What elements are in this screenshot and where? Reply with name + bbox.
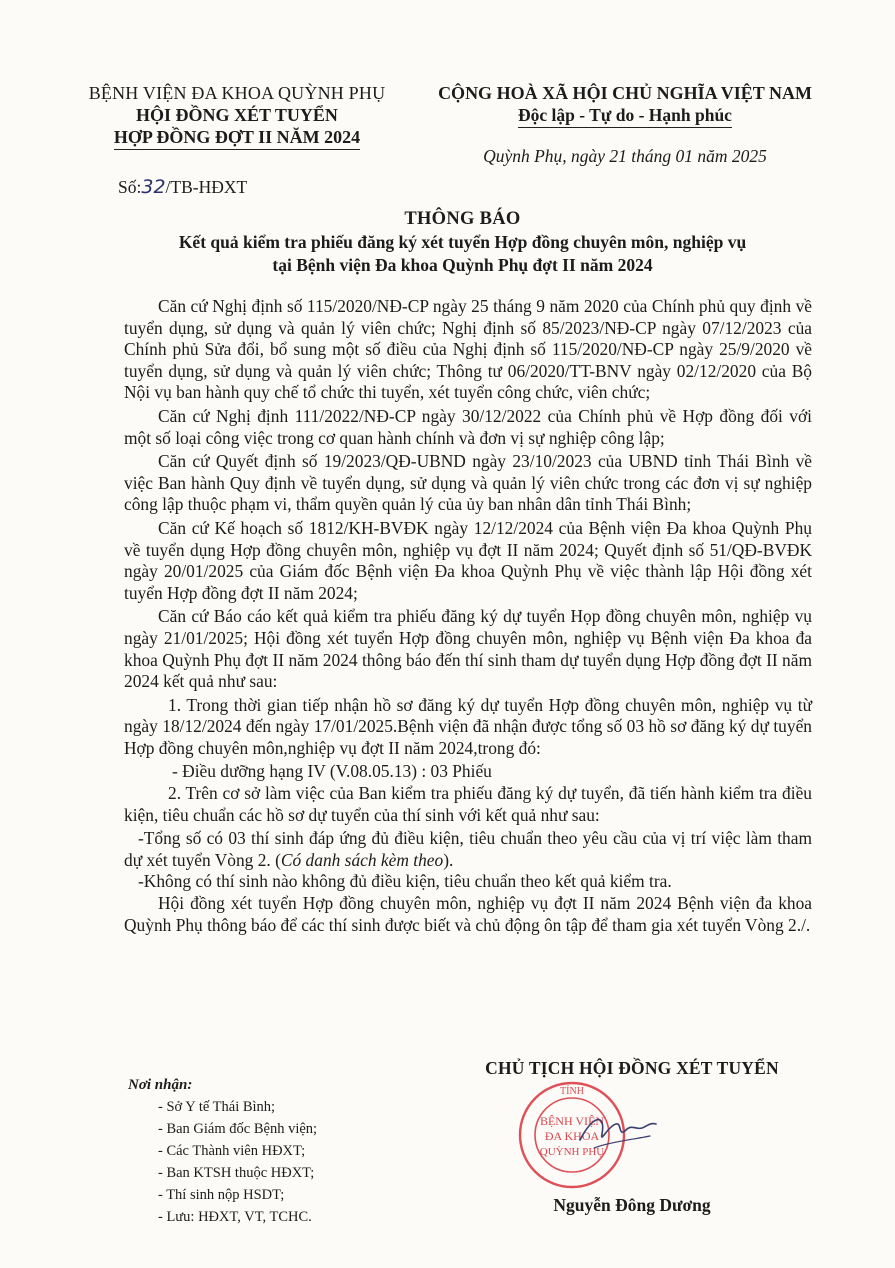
recipients-block xyxy=(128,1074,448,1228)
legal-basis-1: Căn cứ Nghị định số 115/2020/NĐ-CP ngày 25 tháng 9 năm 2020 của Chính phủ quy định về tuyển dụng, sử dụng và quản lý viên chức; Nghị định số 85/2023/NĐ-CP ngày 07/12/2023 của Chính phủ Sửa đổi, bổ sung một số điều của Nghị định số 115/2020/NĐ-CP ngày 25/9/2020 về tuyển dụng, sử dụng và quản lý viên chức; Thông tư 06/2020/TT-BNV ngày 02/12/2020 của Bộ Nội vụ ban hành quy chế tổ chức thi tuyển, xét tuyển công chức, viên chức; xyxy=(124,296,812,403)
recipient-item: - Sở Y tế Thái Bình; xyxy=(158,1099,276,1115)
eligible-text-end: ). xyxy=(443,849,454,870)
closing-paragraph: Hội đồng xét tuyển Hợp đồng chuyên môn, nghiệp vụ đợt II năm 2024 Bệnh viện đa khoa Quỳnh Phụ thông báo để các thí sinh được biết và chủ động ôn tập để tham gia xét tuyển Vòng 2./. xyxy=(124,893,812,935)
issuer-header xyxy=(62,82,412,150)
document-number-suffix: /TB-HĐXT xyxy=(165,177,248,197)
issue-date: Quỳnh Phụ, ngày 21 tháng 01 năm 2025 xyxy=(483,146,767,166)
legal-basis-2: Căn cứ Nghị định 111/2022/NĐ-CP ngày 30/12/2022 của Chính phủ về Hợp đồng đối với một số loại công việc trong cơ quan hành chính và đơn vị sự nghiệp công lập; xyxy=(124,405,812,448)
document-title xyxy=(60,207,865,277)
recipient-item: - Lưu: HĐXT, VT, TCHC. xyxy=(158,1209,312,1225)
result-item-2-eligible xyxy=(124,828,812,871)
result-item-2-ineligible: -Không có thí sinh nào không đủ điều kiện, tiêu chuẩn theo kết quả kiểm tra. xyxy=(138,871,672,892)
legal-basis-4: Căn cứ Kế hoạch số 1812/KH-BVĐK ngày 12/12/2024 của Bệnh viện Đa khoa Quỳnh Phụ về tuyển dụng Hợp đồng chuyên môn, nghiệp vụ đợt II năm 2024; Quyết định số 51/QĐ-BVĐK ngày 20/01/2025 của Giám đốc Bệnh viện Đa khoa Quỳnh Phụ về việc thành lập Hội đồng xét tuyển Hợp đồng đợt II năm 2024; xyxy=(124,517,812,603)
stamp-text-line3: QUỲNH PHỤ xyxy=(539,1146,605,1158)
national-header xyxy=(420,82,830,128)
result-item-1-detail: - Điều dưỡng hạng IV (V.08.05.13) : 03 Phiếu xyxy=(172,761,492,782)
recipient-item: - Các Thành viên HĐXT; xyxy=(158,1143,306,1159)
title-subtitle-line2: tại Bệnh viện Đa khoa Quỳnh Phụ đợt II năm 2024 xyxy=(272,255,653,275)
national-motto: Độc lập - Tự do - Hạnh phúc xyxy=(518,104,732,128)
stamp-text-line1: BỆNH VIỆN xyxy=(539,1114,605,1128)
signature-title: CHỦ TỊCH HỘI ĐỒNG XÉT TUYỂN xyxy=(485,1058,779,1078)
title-main: THÔNG BÁO xyxy=(404,209,521,229)
issuer-contract-round: HỢP ĐỒNG ĐỢT II NĂM 2024 xyxy=(114,126,360,150)
signer-name: Nguyễn Đông Dương xyxy=(553,1195,711,1215)
document-body xyxy=(124,296,812,938)
document-number-handwritten: 32 xyxy=(141,176,166,198)
eligible-note: Có danh sách kèm theo xyxy=(280,849,444,870)
stamp-ring-text: TỈNH xyxy=(560,1086,584,1097)
recipients-list xyxy=(128,1096,448,1228)
document-number xyxy=(118,176,247,198)
legal-basis-3: Căn cứ Quyết định số 19/2023/QĐ-UBND ngày 23/10/2023 của UBND tỉnh Thái Bình về việc Ban hành Quy định về tuyển dụng, sử dụng và quản lý viên chức trong các đơn vị sự nghiệp công lập thuộc phạm vi, thẩm quyền quản lý của ủy ban nhân dân tỉnh Thái Bình; xyxy=(124,451,812,515)
result-item-1: 1. Trong thời gian tiếp nhận hồ sơ đăng ký dự tuyển Hợp đồng chuyên môn, nghiệp vụ từ ngày 18/12/2024 đến ngày 17/01/2025.Bệnh viện đã nhận được tổng số 03 hồ sơ đăng ký dự tuyển Hợp đồng chuyên môn,nghiệp vụ đợt II năm 2024,trong đó: xyxy=(124,694,812,758)
legal-basis-5: Căn cứ Báo cáo kết quả kiểm tra phiếu đăng ký dự tuyển Họp đồng chuyên môn, nghiệp vụ ngày 21/01/2025; Hội đồng xét tuyển Hợp đồng chuyên môn, nghiệp vụ Bệnh viện Đa khoa đa khoa Quỳnh Phụ đợt II năm 2024 thông báo đến thí sinh tham dự tuyển dụng Hợp đồng đợt II năm 2024 kết quả như sau: xyxy=(124,606,812,692)
issuer-org: BỆNH VIỆN ĐA KHOA QUỲNH PHỤ xyxy=(88,83,386,103)
official-stamp xyxy=(510,1078,660,1190)
stamp-text-line2: ĐA KHOA xyxy=(544,1129,600,1143)
recipient-item: - Ban Giám đốc Bệnh viện; xyxy=(158,1121,318,1137)
recipients-label: Nơi nhận: xyxy=(128,1077,193,1093)
result-item-2: 2. Trên cơ sở làm việc của Ban kiểm tra phiếu đăng ký dự tuyển, đã tiến hành kiểm tra điều kiện, tiêu chuẩn các hồ sơ dự tuyển của thí sinh với kết quả như sau: xyxy=(124,783,812,825)
recipient-item: - Thí sinh nộp HSDT; xyxy=(158,1187,285,1203)
eligible-text: -Tổng số có 03 thí sinh đáp ứng đủ điều kiện, tiêu chuẩn theo yêu cầu của vị trí việc làm tham dự xét tuyển Vòng 2. ( xyxy=(124,828,812,870)
recipient-item: - Ban KTSH thuộc HĐXT; xyxy=(158,1165,315,1181)
title-subtitle-line1: Kết quả kiểm tra phiếu đăng ký xét tuyển Hợp đồng chuyên môn, nghiệp vụ xyxy=(178,232,747,252)
document-number-prefix: Số: xyxy=(118,177,142,197)
national-name: CỘNG HOÀ XÃ HỘI CHỦ NGHĨA VIỆT NAM xyxy=(438,83,812,103)
issuer-council: HỘI ĐỒNG XÉT TUYỂN xyxy=(136,105,338,125)
